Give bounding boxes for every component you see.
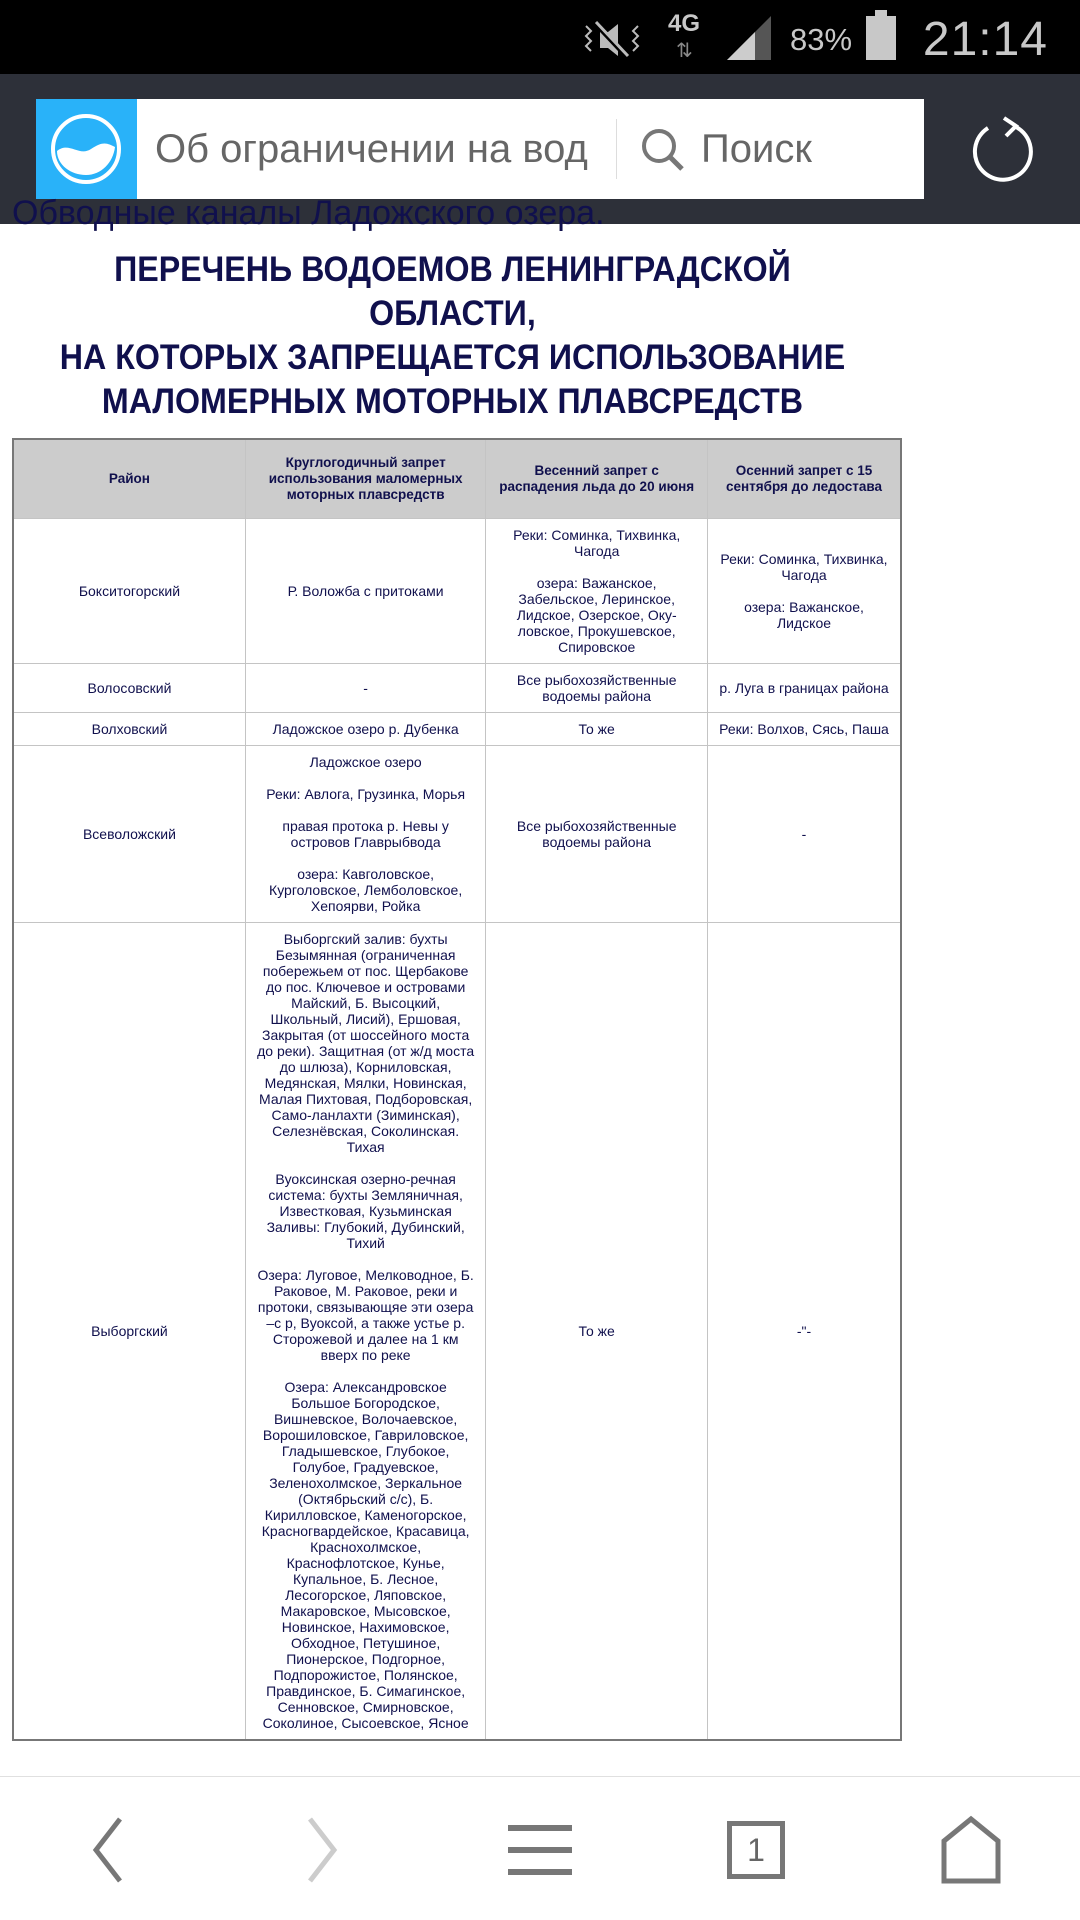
cell-paragraph: То же — [578, 720, 615, 737]
table-row — [13, 663, 901, 712]
home-button[interactable] — [926, 1805, 1016, 1895]
chevron-right-icon — [302, 1815, 342, 1885]
search-button[interactable]: Поиск — [701, 127, 812, 171]
year-round-cell — [245, 663, 486, 712]
home-icon — [940, 1815, 1002, 1885]
network-type: 4G — [668, 10, 701, 37]
battery-icon — [866, 16, 896, 60]
cell-paragraph: -"- — [796, 1322, 812, 1339]
district-cell — [13, 745, 245, 922]
title-line: ПЕРЕЧЕНЬ ВОДОЕМОВ ЛЕНИНГРАДСКОЙ — [114, 250, 791, 289]
bottom-navigation — [0, 1776, 1080, 1920]
chevron-left-icon — [88, 1815, 128, 1885]
cell-paragraph: Все рыбохозяйственные водоемы района — [516, 817, 677, 850]
year-round-cell — [245, 922, 486, 1740]
title-line: НА КОТОРЫХ ЗАПРЕЩАЕТСЯ ИСПОЛЬЗОВАНИЕ — [59, 338, 846, 377]
divider — [616, 119, 617, 179]
cell-paragraph: Озера: Александровское Большое Богородское, Вишневское, Волочаевское, Ворошиловское, Гавриловское, Гладышевское, Глубокое, Голубое, Градуевское, Зеленохолмское, Зеркальное (Октябрьский с/с), Б. Кирилловское, Каменогорское, Красногвардейское, Красавица, Краснохолмское, Краснофлотское, Кунье, Купальное, Б. Лесное, Лесогорское, Ляповское, Макаровское, Мысовское, Новинское, Нахимовское, Обходное, Петушиное, Пионерское, Подгорное, Подпорожистое, Полянское, Правдинское, Б. Симагинское, Сенновское, Смирновское, Соколиное, Сысоевское, Ясное — [261, 1378, 470, 1731]
tabs-button[interactable] — [711, 1805, 801, 1895]
vibrate-mute-icon — [578, 18, 648, 62]
table-row — [13, 518, 901, 663]
url-text[interactable]: Об ограничении на вод — [155, 127, 588, 171]
year-round-cell — [245, 745, 486, 922]
header-autumn: Осенний запрет с 15 сентября до ледостава — [708, 439, 902, 518]
autumn-cell — [708, 745, 902, 922]
cell-paragraph: Выборгский залив: бухты Безымянная (ограниченная побережьем от пос. Щербакове до пос. Ключевое и островами Майский, Б. Высоцкий, Школьный, Лисий), Ершовая, Закрытая (от шоссейного моста до реки). Защитная (от ж/д моста до шлюза), Корниловская, Медянская, Мялки, Новинская, Малая Пихтовая, Подборовская, Само-ланлахти (Зиминская), Селезнёвская, Соколинская. Тихая — [257, 930, 475, 1155]
cell-paragraph: р. Луга в границах района — [719, 679, 889, 696]
tabs-icon — [727, 1821, 785, 1879]
cell-paragraph: Все рыбохозяйственные водоемы района — [516, 671, 677, 704]
year-round-cell — [245, 518, 486, 663]
cell-paragraph: озера: Кавголовское, Курголовское, Лемболовское, Хепоярви, Ройка — [269, 865, 463, 914]
page-title — [36, 248, 869, 424]
cell-paragraph: Реки: Волхов, Сясь, Паша — [719, 720, 889, 737]
data-activity-icon: ⇅ — [676, 40, 693, 62]
cell-paragraph: Волосовский — [87, 679, 172, 696]
battery-percent: 83% — [790, 22, 853, 57]
cell-paragraph: То же — [578, 1322, 615, 1339]
tab-count: 1 — [747, 1831, 765, 1868]
autumn-cell — [708, 712, 902, 745]
district-cell — [13, 518, 245, 663]
menu-button[interactable] — [495, 1805, 585, 1895]
spring-cell — [486, 518, 708, 663]
cell-paragraph: Волховский — [91, 720, 168, 737]
autumn-cell — [708, 518, 902, 663]
header-district: Район — [13, 439, 245, 518]
cell-paragraph: Бокситогорский — [78, 582, 181, 599]
cell-paragraph: Реки: Авлога, Грузинка, Морья — [266, 785, 466, 802]
clock: 21:14 — [922, 13, 1048, 66]
cell-paragraph: Реки: Соминка, Тихвинка, Чагода — [720, 550, 888, 583]
previous-heading: Обводные каналы Ладожского озера. — [12, 194, 605, 232]
page-content — [0, 194, 1080, 1776]
autumn-cell — [708, 663, 902, 712]
back-button[interactable] — [63, 1805, 153, 1895]
cell-paragraph: Всеволожский — [82, 825, 176, 842]
title-line: ОБЛАСТИ, — [369, 294, 536, 333]
cell-paragraph: правая протока р. Невы у островов Главрыбвода — [282, 817, 449, 850]
header-spring: Весенний запрет с распадения льда до 20 июня — [486, 439, 708, 518]
year-round-cell — [245, 712, 486, 745]
title-line: МАЛОМЕРНЫХ МОТОРНЫХ ПЛАВСРЕДСТВ — [101, 382, 804, 421]
district-cell — [13, 663, 245, 712]
cell-paragraph: Реки: Соминка, Тихвинка, Чагода — [513, 526, 681, 559]
cell-paragraph: озера: Важанское, Забельское, Леринское, Лидское, Озерское, Оку-ловское, Прокушевское, Спировское — [516, 574, 677, 655]
table-row — [13, 745, 901, 922]
address-bar[interactable] — [36, 99, 924, 199]
spring-cell — [486, 663, 708, 712]
cell-paragraph: - — [363, 679, 368, 696]
spring-cell — [486, 922, 708, 1740]
table-row — [13, 712, 901, 745]
cell-paragraph: Ладожское озеро р. Дубенка — [272, 720, 459, 737]
browser-logo-icon[interactable] — [36, 99, 137, 199]
autumn-cell — [708, 922, 902, 1740]
spring-cell — [486, 745, 708, 922]
district-cell — [13, 922, 245, 1740]
cell-paragraph: - — [801, 825, 807, 842]
cell-paragraph: Вуоксинская озерно-речная система: бухты Земляничная, Известковая, Кузьминская Заливы: Глубокий, Дубинский, Тихий — [266, 1170, 465, 1251]
district-cell — [13, 712, 245, 745]
forward-button[interactable] — [277, 1805, 367, 1895]
status-bar — [0, 0, 1080, 74]
cell-paragraph: озера: Важанское, Лидское — [744, 598, 864, 631]
cell-paragraph: Озера: Луговое, Мелководное, Б. Раковое, М. Раковое, реки и протоки, связывающяе эти озера –с р, Вуоксой, а также устье р. Сторожевой и далее на 1 км вверх по реке — [257, 1266, 474, 1363]
cell-paragraph: Р. Воложба с притоками — [287, 582, 444, 599]
cell-paragraph: Ладожское озеро — [309, 753, 422, 770]
table-row — [13, 922, 901, 1740]
signal-icon — [725, 14, 775, 62]
cell-paragraph: Выборгский — [91, 1322, 168, 1339]
header-year-round: Круглогодичный запрет использования маломерных моторных плавсредств — [245, 439, 486, 518]
spring-cell — [486, 712, 708, 745]
reload-icon[interactable] — [968, 112, 1038, 186]
search-icon[interactable] — [638, 125, 688, 175]
menu-icon — [505, 1820, 575, 1880]
waterbodies-table — [12, 438, 902, 1741]
